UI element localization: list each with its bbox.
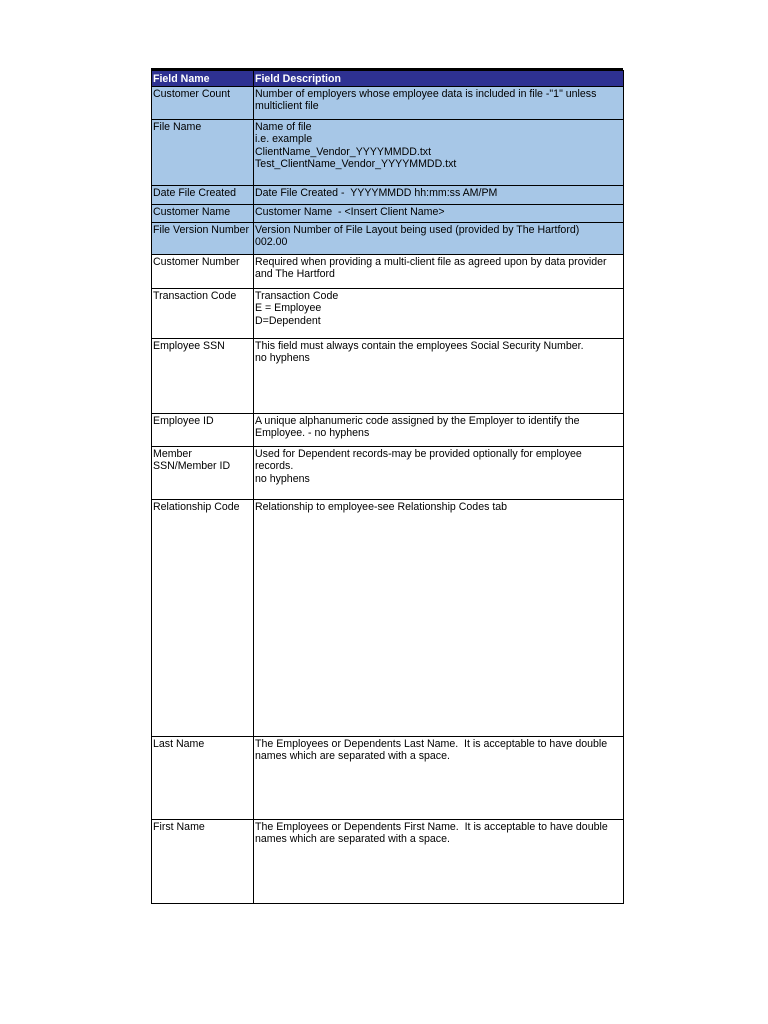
- table-row: [152, 185, 624, 204]
- field-name-cell: Relationship Code: [152, 499, 254, 736]
- table-body: [152, 86, 624, 903]
- field-description-line: ClientName_Vendor_YYYYMMDD.txt: [255, 145, 432, 158]
- field-description-line: no hyphens: [255, 352, 310, 365]
- table-row: [152, 736, 624, 819]
- field-name-cell: File Name: [152, 119, 254, 185]
- field-description-cell: [254, 338, 624, 413]
- field-description-cell: [254, 222, 624, 254]
- field-description-line: Date File Created - YYYYMMDD hh:mm:ss AM/PM: [255, 186, 498, 199]
- table-row: [152, 204, 624, 222]
- field-description-line: E = Employee: [255, 302, 322, 315]
- field-name-cell: First Name: [152, 819, 254, 903]
- field-description-line: Name of file: [255, 120, 312, 133]
- field-name-cell: Date File Created: [152, 185, 254, 204]
- table-row: [152, 819, 624, 903]
- field-description-line: This field must always contain the employees Social Security Number.: [255, 339, 584, 352]
- field-name-cell: Transaction Code: [152, 288, 254, 338]
- field-description-line: Version Number of File Layout being used (provided by The Hartford): [255, 223, 580, 236]
- table-row: [152, 222, 624, 254]
- table-row: [152, 119, 624, 185]
- field-description-cell: [254, 254, 624, 288]
- table-row: [152, 254, 624, 288]
- table-row: [152, 446, 624, 499]
- field-description-cell: [254, 185, 624, 204]
- field-description-line: no hyphens: [255, 472, 310, 485]
- field-name-cell: Customer Name: [152, 204, 254, 222]
- table-header-row: [152, 71, 624, 87]
- field-description-cell: [254, 86, 624, 119]
- field-name-cell: Customer Count: [152, 86, 254, 119]
- field-name-cell: File Version Number: [152, 222, 254, 254]
- field-description-cell: [254, 499, 624, 736]
- field-description-line: Test_ClientName_Vendor_YYYYMMDD.txt: [255, 158, 457, 171]
- field-description-cell: [254, 819, 624, 903]
- field-name-cell: Last Name: [152, 736, 254, 819]
- field-description-line: i.e. example: [255, 133, 313, 146]
- table-row: [152, 499, 624, 736]
- field-description-line: A unique alphanumeric code assigned by the Employer to identify the Employee. - no hyphens: [255, 414, 583, 440]
- table-row: [152, 413, 624, 446]
- field-description-line: Customer Name - <Insert Client Name>: [255, 205, 445, 218]
- field-description-line: Relationship to employee-see Relationship Codes tab: [255, 500, 508, 513]
- field-description-line: Transaction Code: [255, 289, 339, 302]
- field-name-cell: Customer Number: [152, 254, 254, 288]
- field-description-cell: [254, 413, 624, 446]
- field-description-line: D=Dependent: [255, 314, 321, 327]
- field-description-cell: [254, 446, 624, 499]
- field-description-line: Required when providing a multi-client file as agreed upon by data provider and The Hartford: [255, 255, 610, 281]
- field-description-line: Number of employers whose employee data is included in file -"1" unless multiclient file: [255, 87, 600, 113]
- field-name-cell: Member SSN/Member ID: [152, 446, 254, 499]
- table-row: [152, 338, 624, 413]
- table-row: [152, 86, 624, 119]
- field-description-cell: [254, 119, 624, 185]
- field-name-cell: Employee ID: [152, 413, 254, 446]
- column-header-field-description: Field Description: [254, 71, 624, 87]
- field-description-cell: [254, 204, 624, 222]
- field-description-line: Used for Dependent records-may be provided optionally for employee records.: [255, 447, 585, 473]
- field-description-cell: [254, 288, 624, 338]
- field-description-line: 002.00: [255, 236, 288, 249]
- field-description-cell: [254, 736, 624, 819]
- field-layout-sheet: [151, 68, 623, 904]
- field-description-line: The Employees or Dependents First Name. It is acceptable to have double names which are separated with a space.: [255, 820, 611, 846]
- field-name-cell: Employee SSN: [152, 338, 254, 413]
- field-layout-table: [151, 70, 624, 904]
- field-description-line: The Employees or Dependents Last Name. It is acceptable to have double names which are separated with a space.: [255, 737, 611, 763]
- table-row: [152, 288, 624, 338]
- column-header-field-name: Field Name: [152, 71, 254, 87]
